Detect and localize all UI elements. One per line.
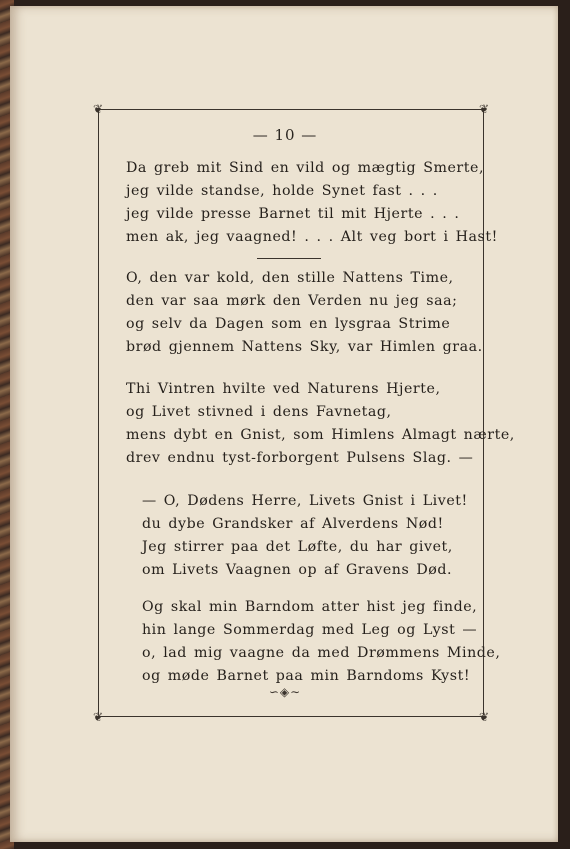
poem-line: men ak, jeg vaagned! . . . Alt veg bort i Hast! xyxy=(126,229,498,245)
poem-line: jeg vilde presse Barnet til mit Hjerte . . . xyxy=(126,206,460,222)
poem-line: hin lange Sommerdag med Leg og Lyst — xyxy=(142,622,478,638)
poem-line: Jeg stirrer paa det Løfte, du har givet, xyxy=(142,539,453,555)
page-number: — 10 — xyxy=(252,126,318,144)
poem-line: Thi Vintren hvilte ved Naturens Hjerte, xyxy=(126,381,441,397)
poem-line: og møde Barnet paa min Barndoms Kyst! xyxy=(142,668,471,684)
poem-line: du dybe Grandsker af Alverdens Nød! xyxy=(142,516,444,532)
frame-corner-ornament-icon: ❦ xyxy=(93,102,104,116)
poem-line: drev endnu tyst-forborgent Pulsens Slag. — xyxy=(126,450,474,466)
poem-line: O, den var kold, den stille Nattens Time, xyxy=(126,270,454,286)
poem-line: den var saa mørk den Verden nu jeg saa; xyxy=(126,293,458,309)
tailpiece-ornament-icon: ∽◈∼ xyxy=(268,685,302,699)
section-divider xyxy=(257,258,321,259)
frame-corner-ornament-icon: ❦ xyxy=(93,710,104,724)
poem-line: brød gjennem Nattens Sky, var Himlen graa. xyxy=(126,339,483,355)
frame-corner-ornament-icon: ❦ xyxy=(478,102,489,116)
poem-line: jeg vilde standse, holde Synet fast . . . xyxy=(126,183,438,199)
poem-line: om Livets Vaagnen op af Gravens Død. xyxy=(142,562,453,578)
poem-line: Og skal min Barndom atter hist jeg finde, xyxy=(142,599,478,615)
poem-line: og Livet stivned i dens Favnetag, xyxy=(126,404,392,420)
poem-line: — O, Dødens Herre, Livets Gnist i Livet! xyxy=(142,493,468,509)
poem-line: mens dybt en Gnist, som Himlens Almagt nærte, xyxy=(126,427,515,443)
frame-corner-ornament-icon: ❦ xyxy=(478,710,489,724)
poem-line: Da greb mit Sind en vild og mægtig Smerte, xyxy=(126,160,484,176)
poem-line: og selv da Dagen som en lysgraa Strime xyxy=(126,316,451,332)
poem-line: o, lad mig vaagne da med Drømmens Minde, xyxy=(142,645,501,661)
